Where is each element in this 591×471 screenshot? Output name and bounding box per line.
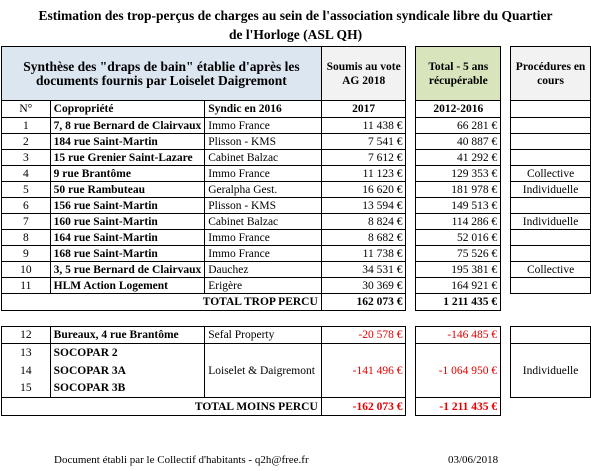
row-2017: 8 824 € [321,214,406,230]
total-row [2,398,591,416]
row-copropriete: 3, 5 rue Bernard de Clairvaux [50,262,205,278]
row-2012-2016: 129 353 € [416,166,501,182]
spacer [501,182,511,198]
table-row [2,134,591,150]
row-copropriete: Bureaux, 4 rue Brantôme [50,327,205,344]
col-copro: Copropriété [50,101,205,118]
row-number: 6 [2,198,51,214]
row-procedure [511,134,591,150]
spacer [501,166,511,182]
total-moins-label: TOTAL MOINS PERCU [2,398,322,416]
total-row [2,294,591,311]
spacer [511,398,591,416]
row-number: 11 [2,278,51,294]
row-procedure: Collective [511,262,591,278]
footer-note: Document établi par le Collectif d'habitants - q2h@free.fr [54,454,309,466]
socopar-procedure: Individuelle [511,344,591,398]
row-2012-2016: 75 526 € [416,246,501,262]
row-syndic: Immo France [205,246,322,262]
row-procedure [511,327,591,344]
row-syndic: Dauchez [205,262,322,278]
row-2017: -20 578 € [321,327,406,344]
row-number: 15 [2,380,51,398]
row-procedure [511,150,591,166]
row-procedure [511,118,591,134]
spacer [406,166,416,182]
spacer [501,398,511,416]
row-number: 13 [2,344,51,362]
row-copropriete: 160 rue Saint-Martin [50,214,205,230]
row-procedure: Individuelle [511,182,591,198]
row-number: 1 [2,118,51,134]
table-row [2,150,591,166]
row-procedure [511,198,591,214]
row-copropriete: 15 rue Grenier Saint-Lazare [50,150,205,166]
row-syndic: Immo France [205,166,322,182]
spacer [501,262,511,278]
row-syndic: Cabinet Balzac [205,214,322,230]
table-row [2,246,591,262]
spacer [406,150,416,166]
table-row [2,344,591,362]
row-number: 7 [2,214,51,230]
spacer [501,278,511,294]
row-syndic: Cabinet Balzac [205,150,322,166]
row-2012-2016: 164 921 € [416,278,501,294]
row-procedure: Individuelle [511,214,591,230]
spacer [406,101,416,118]
col-2017: 2017 [321,101,406,118]
row-copropriete: SOCOPAR 3B [50,380,205,398]
row-2012-2016: -146 485 € [416,327,501,344]
row-number: 14 [2,362,51,380]
row-syndic: Geralpha Gest. [205,182,322,198]
total-moins-2017: -162 073 € [321,398,406,416]
total-trop-label: TOTAL TROP PERCU [2,294,322,311]
row-number: 2 [2,134,51,150]
socopar-2012-2016: -1 064 950 € [416,344,501,398]
row-syndic: Plisson - KMS [205,134,322,150]
row-2012-2016: 41 292 € [416,150,501,166]
row-number: 4 [2,166,51,182]
spacer [501,327,511,344]
spacer [501,344,511,398]
row-2017: 30 369 € [321,278,406,294]
title-line-2: de l'Horloge (ASL QH) [228,27,363,42]
spacer [501,47,511,101]
spacer [406,294,416,311]
spacer [406,198,416,214]
row-procedure [511,230,591,246]
row-2017: 7 541 € [321,134,406,150]
row-2017: 11 438 € [321,118,406,134]
spacer [501,134,511,150]
spacer [501,101,511,118]
header-total5: Total - 5 ans récupérable [416,47,501,101]
row-2017: 13 594 € [321,198,406,214]
row-copropriete: SOCOPAR 3A [50,362,205,380]
page-title [1,2,590,46]
spacer [406,134,416,150]
spacer [406,246,416,262]
row-2012-2016: 40 887 € [416,134,501,150]
spacer [406,398,416,416]
row-copropriete: 9 rue Brantôme [50,166,205,182]
row-copropriete: 50 rue Rambuteau [50,182,205,198]
spacer [406,118,416,134]
title-line-1: Estimation des trop-perçus de charges au sein de l'association syndicale libre du Quartier [38,8,553,23]
header-procedures: Procédures en cours [511,47,591,101]
table-row [2,262,591,278]
row-syndic: Plisson - KMS [205,198,322,214]
spacer [501,198,511,214]
row-copropriete: HLM Action Logement [50,278,205,294]
spacer [406,327,416,344]
total-moins-2012-2016: -1 211 435 € [416,398,501,416]
socopar-2017: -141 496 € [321,344,406,398]
row-2017: 34 531 € [321,262,406,278]
spacer [406,182,416,198]
row-copropriete: SOCOPAR 2 [50,344,205,362]
row-number: 5 [2,182,51,198]
gap [2,311,591,327]
row-number: 3 [2,150,51,166]
row-number: 8 [2,230,51,246]
table-row [2,166,591,182]
spacer [501,246,511,262]
row-syndic: Erigère [205,278,322,294]
spacer [501,214,511,230]
row-2017: 8 682 € [321,230,406,246]
row-procedure [511,246,591,262]
table-row [2,182,591,198]
row-copropriete: 156 rue Saint-Martin [50,198,205,214]
row-syndic: Immo France [205,230,322,246]
row-2012-2016: 149 513 € [416,198,501,214]
row-procedure [511,278,591,294]
row-2017: 11 738 € [321,246,406,262]
row-2012-2016: 52 016 € [416,230,501,246]
row-copropriete: 164 rue Saint-Martin [50,230,205,246]
spacer [501,230,511,246]
row-copropriete: 184 rue Saint-Martin [50,134,205,150]
gap-row [2,311,591,327]
table-row [2,198,591,214]
row-number: 9 [2,246,51,262]
table-row [2,327,591,344]
row-procedure: Collective [511,166,591,182]
row-2012-2016: 195 381 € [416,262,501,278]
footer-date: 03/06/2018 [448,454,499,466]
table-row [2,278,591,294]
spacer [406,214,416,230]
row-syndic: Sefal Property [205,327,322,344]
col-2012-2016: 2012-2016 [416,101,501,118]
row-2017: 7 612 € [321,150,406,166]
col-syndic: Syndic en 2016 [205,101,322,118]
spacer [501,150,511,166]
col-n: N° [2,101,51,118]
row-copropriete: 168 rue Saint-Martin [50,246,205,262]
spacer [511,294,591,311]
row-2017: 11 123 € [321,166,406,182]
header-synthese: Synthèse des "draps de bain" établie d'après les documents fournis par Loiselet Daigremont [2,47,322,101]
spacer [406,230,416,246]
table-row [2,230,591,246]
col-proc-empty [511,101,591,118]
spacer [501,118,511,134]
row-syndic: Immo France [205,118,322,134]
table-row [2,118,591,134]
row-2012-2016: 181 978 € [416,182,501,198]
spacer [406,47,416,101]
spacer [406,344,416,398]
total-trop-2017: 162 073 € [321,294,406,311]
row-2012-2016: 114 286 € [416,214,501,230]
socopar-syndic: Loiselet & Daigremont [205,344,322,398]
table-row [2,214,591,230]
spacer [406,262,416,278]
row-2012-2016: 66 281 € [416,118,501,134]
spacer [406,278,416,294]
spacer [501,294,511,311]
total-trop-2012-2016: 1 211 435 € [416,294,501,311]
data-table [1,46,591,416]
row-number: 12 [2,327,51,344]
row-copropriete: 7, 8 rue Bernard de Clairvaux [50,118,205,134]
row-number: 10 [2,262,51,278]
header-soumis: Soumis au vote AG 2018 [321,47,406,101]
row-2017: 16 620 € [321,182,406,198]
